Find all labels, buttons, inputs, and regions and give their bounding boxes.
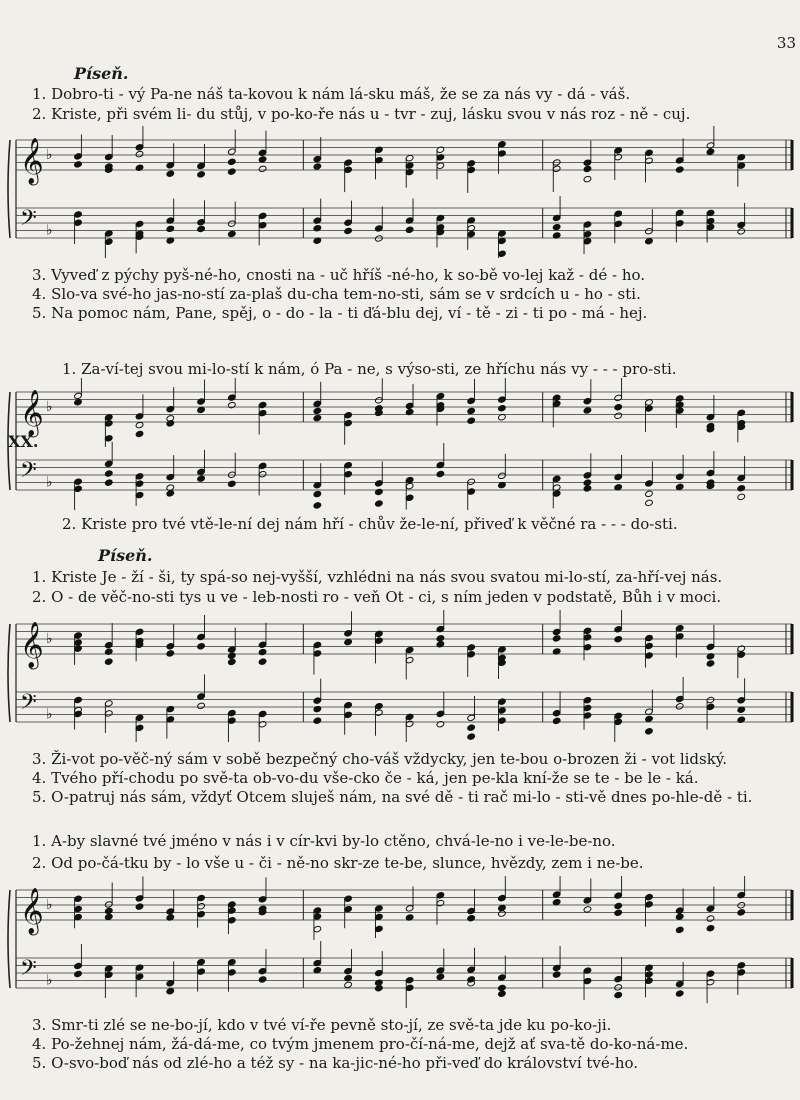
verse-line: 4. Slo-va své-ho jas-no-stí za-plaš du-cha tem-no-sti, sám se v srdcích u - ho - sti. (32, 285, 641, 303)
verse-line: 1. Kriste Je - ží - ši, ty spá-so nej-vyšší, vzhlédni na nás svou svatou mi-lo-stí, za-hří-vej nás. (32, 568, 723, 586)
svg-text:𝄞: 𝄞 (20, 622, 44, 668)
verse-line: 3. Smr-ti zlé se ne-bo-jí, kdo v tvé ví-ře pevně sto-jí, ze svě-ta jde ku po-ko-ji. (32, 1016, 612, 1034)
verse-line: 5. Na pomoc nám, Pane, spěj, o - do - la - ti ďá-blu dej, ví - tě - zi - ti po - má - hej. (32, 304, 648, 322)
verse-line: 1. A-by slavné tvé jméno v nás i v cír-kvi by-lo ctěno, chvá-le-no i ve-le-be-no. (32, 832, 616, 850)
music-system (6, 378, 800, 510)
svg-text:𝄞: 𝄞 (20, 888, 44, 934)
svg-text:𝄞: 𝄞 (20, 390, 44, 436)
verse-line: 2. Kriste pro tvé vtě-le-ní dej nám hří - chův že-le-ní, přiveď k věčné ra - - - do-sti. (62, 515, 678, 533)
svg-text:𝄢: 𝄢 (20, 956, 37, 986)
svg-text:♭: ♭ (46, 631, 53, 647)
verse-line: 2. Od po-čá-tku by - lo vše u - či - ně-no skr-ze te-be, slunce, hvězdy, zem i ne-be. (32, 854, 644, 872)
hymn-heading: Píseň. (98, 546, 153, 565)
verse-line: 3. Ži-vot po-věč-ný sám v sobě bezpečný cho-váš vždycky, jen te-bou o-brozen ži - vot lidský. (32, 750, 728, 768)
svg-text:𝄢: 𝄢 (20, 206, 37, 236)
svg-text:𝄞: 𝄞 (20, 138, 44, 184)
svg-text:♭: ♭ (46, 474, 53, 491)
svg-text:♭: ♭ (46, 147, 53, 163)
verse-line: 4. Tvého pří-chodu po svě-ta ob-vo-du vše-cko če - ká, jen pe-kla kní-že se te - be le - ká. (32, 769, 699, 787)
svg-text:𝄢: 𝄢 (20, 690, 37, 720)
hymn-heading: Píseň. (74, 64, 129, 83)
music-system (6, 876, 800, 1008)
staff-notation (6, 876, 800, 1008)
verse-line: 5. O-patruj nás sám, vždyť Otcem sluješ nám, na své dě - ti rač mi-lo - sti-vě dnes po-hle-dě - ti. (32, 788, 753, 806)
verse-line: 3. Vyveď z pýchy pyš-né-ho, cnosti na - uč hříš -né-ho, k so-bě vo-lej kaž - dé - ho. (32, 266, 646, 284)
svg-text:𝄢: 𝄢 (20, 458, 37, 488)
verse-line: 1. Dobro-ti - vý Pa-ne náš ta-kovou k nám lá-sku máš, že se za nás vy - dá - váš. (32, 85, 631, 103)
verse-line: 2. O - de věč-no-sti tys u ve - leb-nosti ro - veň Ot - ci, s ním jeden v podstatě, Bůh i v moci. (32, 588, 722, 606)
svg-text:♭: ♭ (46, 222, 53, 239)
verse-line: 2. Kriste, při svém li- du stůj, v po-ko-ře nás u - tvr - zuj, lásku svou v nás roz - ně - cuj. (32, 105, 691, 123)
music-system (6, 610, 800, 742)
verse-line: 4. Po-žehnej nám, žá-dá-me, co tvým jmenem pro-čí-ná-me, dejž ať sva-tě do-ko-ná-me. (32, 1035, 689, 1053)
staff-notation (6, 126, 800, 258)
staff-notation (6, 378, 800, 510)
music-system (6, 126, 800, 258)
staff-notation (6, 610, 800, 742)
hymn-number: XX. (8, 432, 39, 451)
svg-text:♭: ♭ (46, 897, 53, 913)
svg-text:♭: ♭ (46, 706, 53, 723)
page-number: 33 (776, 34, 796, 52)
verse-line: 5. O-svo-boď nás od zlé-ho a též sy - na ka-jic-né-ho při-veď do království tvé-ho. (32, 1054, 639, 1072)
svg-text:♭: ♭ (46, 972, 53, 989)
svg-text:♭: ♭ (46, 399, 53, 415)
verse-line: 1. Za-ví-tej svou mi-lo-stí k nám, ó Pa - ne, s výso-sti, ze hříchu nás vy - - - pro-sti. (62, 360, 677, 378)
